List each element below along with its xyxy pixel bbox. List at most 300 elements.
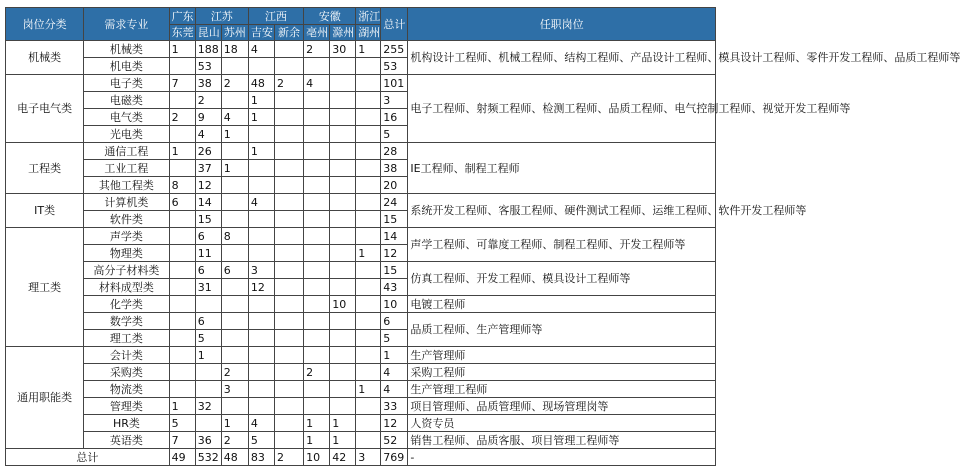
value-cell <box>274 279 303 296</box>
major-cell: 理工类 <box>84 330 169 347</box>
table-row <box>6 262 716 279</box>
table-row <box>6 41 716 58</box>
totals-value-cell: 3 <box>356 449 381 466</box>
totals-value-cell: 49 <box>169 449 195 466</box>
value-cell <box>330 177 356 194</box>
value-cell <box>356 279 381 296</box>
value-cell <box>304 245 330 262</box>
value-cell <box>169 262 195 279</box>
value-cell: 5 <box>169 415 195 432</box>
value-cell <box>274 160 303 177</box>
positions-cell: 仿真工程师、开发工程师、模具设计工程师等 <box>408 262 716 296</box>
value-cell <box>248 177 274 194</box>
value-cell: 2 <box>221 364 248 381</box>
totals-value-cell: 42 <box>330 449 356 466</box>
major-cell: 软件类 <box>84 211 169 228</box>
value-cell <box>248 330 274 347</box>
value-cell: 7 <box>169 432 195 449</box>
value-cell <box>274 177 303 194</box>
value-cell: 1 <box>221 415 248 432</box>
value-cell: 6 <box>221 262 248 279</box>
table-row <box>6 194 716 211</box>
value-cell: 4 <box>248 41 274 58</box>
value-cell <box>330 92 356 109</box>
value-cell <box>330 313 356 330</box>
value-cell <box>274 109 303 126</box>
value-cell <box>221 143 248 160</box>
table-row <box>6 398 716 415</box>
value-cell <box>274 415 303 432</box>
value-cell <box>274 211 303 228</box>
value-cell <box>356 398 381 415</box>
value-cell <box>330 211 356 228</box>
totals-value-cell: 10 <box>304 449 330 466</box>
value-cell <box>356 75 381 92</box>
value-cell: 14 <box>195 194 221 211</box>
value-cell <box>274 313 303 330</box>
row-total-cell: 14 <box>381 228 408 245</box>
positions-cell: 品质工程师、生产管理师等 <box>408 313 716 347</box>
row-total-cell: 53 <box>381 58 408 75</box>
positions-cell: 人资专员 <box>408 415 716 432</box>
value-cell <box>248 364 274 381</box>
value-cell <box>330 58 356 75</box>
value-cell: 32 <box>195 398 221 415</box>
value-cell <box>356 432 381 449</box>
major-cell: 机械类 <box>84 41 169 58</box>
value-cell <box>304 177 330 194</box>
totals-value-cell: 83 <box>248 449 274 466</box>
value-cell <box>195 415 221 432</box>
value-cell: 26 <box>195 143 221 160</box>
value-cell <box>356 347 381 364</box>
row-total-cell: 24 <box>381 194 408 211</box>
header-province-zhejiang: 浙江 <box>356 8 381 25</box>
value-cell <box>248 228 274 245</box>
major-cell: 英语类 <box>84 432 169 449</box>
value-cell: 1 <box>330 415 356 432</box>
value-cell <box>221 296 248 313</box>
value-cell: 1 <box>221 160 248 177</box>
value-cell: 9 <box>195 109 221 126</box>
value-cell <box>248 296 274 313</box>
value-cell <box>304 58 330 75</box>
value-cell <box>169 364 195 381</box>
row-total-cell: 1 <box>381 347 408 364</box>
row-total-cell: 52 <box>381 432 408 449</box>
value-cell: 1 <box>195 347 221 364</box>
major-cell: 物流类 <box>84 381 169 398</box>
value-cell <box>274 58 303 75</box>
major-cell: 高分子材料类 <box>84 262 169 279</box>
value-cell <box>169 245 195 262</box>
header-province-guangdong: 广东 <box>169 8 195 25</box>
value-cell <box>248 58 274 75</box>
row-total-cell: 4 <box>381 381 408 398</box>
category-cell: 理工类 <box>6 228 84 347</box>
value-cell <box>304 194 330 211</box>
row-total-cell: 28 <box>381 143 408 160</box>
value-cell <box>304 211 330 228</box>
value-cell <box>248 160 274 177</box>
totals-row <box>6 449 716 466</box>
positions-cell: 生产管理师 <box>408 347 716 364</box>
value-cell <box>356 160 381 177</box>
table-row <box>6 75 716 92</box>
header-city-xinyu: 新余 <box>274 25 303 41</box>
value-cell: 4 <box>221 109 248 126</box>
value-cell <box>330 330 356 347</box>
value-cell: 48 <box>248 75 274 92</box>
value-cell <box>304 262 330 279</box>
value-cell <box>195 381 221 398</box>
row-total-cell: 12 <box>381 245 408 262</box>
positions-cell: 声学工程师、可靠度工程师、制程工程师、开发工程师等 <box>408 228 716 262</box>
header-category: 岗位分类 <box>6 8 84 41</box>
value-cell: 15 <box>195 211 221 228</box>
value-cell: 36 <box>195 432 221 449</box>
value-cell: 1 <box>221 126 248 143</box>
value-cell: 2 <box>274 75 303 92</box>
major-cell: 物理类 <box>84 245 169 262</box>
value-cell <box>356 415 381 432</box>
major-cell: 通信工程 <box>84 143 169 160</box>
value-cell <box>330 194 356 211</box>
value-cell <box>356 228 381 245</box>
value-cell <box>304 160 330 177</box>
major-cell: 机电类 <box>84 58 169 75</box>
value-cell <box>169 347 195 364</box>
value-cell <box>274 41 303 58</box>
row-total-cell: 101 <box>381 75 408 92</box>
value-cell <box>221 211 248 228</box>
table-row <box>6 296 716 313</box>
value-cell <box>221 398 248 415</box>
value-cell <box>248 398 274 415</box>
value-cell: 11 <box>195 245 221 262</box>
value-cell <box>330 279 356 296</box>
value-cell <box>274 143 303 160</box>
table-row <box>6 347 716 364</box>
value-cell <box>330 160 356 177</box>
totals-positions-cell: - <box>408 449 716 466</box>
value-cell: 1 <box>169 398 195 415</box>
value-cell <box>356 143 381 160</box>
category-cell: 工程类 <box>6 143 84 194</box>
totals-value-cell: 532 <box>195 449 221 466</box>
value-cell: 5 <box>195 330 221 347</box>
row-total-cell: 5 <box>381 126 408 143</box>
value-cell <box>330 262 356 279</box>
table-row <box>6 313 716 330</box>
value-cell: 4 <box>248 194 274 211</box>
value-cell <box>169 58 195 75</box>
category-cell: 电子电气类 <box>6 75 84 143</box>
value-cell: 1 <box>169 143 195 160</box>
value-cell <box>248 381 274 398</box>
row-total-cell: 5 <box>381 330 408 347</box>
positions-cell: 电子工程师、射频工程师、检测工程师、品质工程师、电气控制工程师、视觉开发工程师等 <box>408 75 716 143</box>
value-cell <box>330 245 356 262</box>
header-city-chuzhou: 滁州 <box>330 25 356 41</box>
major-cell: 管理类 <box>84 398 169 415</box>
table-row <box>6 432 716 449</box>
value-cell <box>356 330 381 347</box>
header-major: 需求专业 <box>84 8 169 41</box>
value-cell <box>356 58 381 75</box>
value-cell: 1 <box>248 143 274 160</box>
header-city-kunshan: 昆山 <box>195 25 221 41</box>
value-cell <box>195 364 221 381</box>
value-cell: 4 <box>195 126 221 143</box>
value-cell: 18 <box>221 41 248 58</box>
value-cell <box>356 211 381 228</box>
value-cell: 4 <box>304 75 330 92</box>
value-cell: 188 <box>195 41 221 58</box>
value-cell <box>356 313 381 330</box>
value-cell <box>356 364 381 381</box>
table-body <box>6 41 960 466</box>
row-total-cell: 16 <box>381 109 408 126</box>
value-cell: 2 <box>304 364 330 381</box>
value-cell <box>274 347 303 364</box>
value-cell <box>356 296 381 313</box>
value-cell: 4 <box>248 415 274 432</box>
value-cell <box>304 109 330 126</box>
value-cell <box>248 126 274 143</box>
value-cell: 2 <box>304 41 330 58</box>
value-cell: 2 <box>221 432 248 449</box>
header-city-suzhou: 苏州 <box>221 25 248 41</box>
value-cell: 1 <box>356 41 381 58</box>
value-cell <box>330 228 356 245</box>
value-cell <box>248 347 274 364</box>
value-cell <box>274 381 303 398</box>
row-total-cell: 4 <box>381 364 408 381</box>
value-cell: 6 <box>169 194 195 211</box>
value-cell: 38 <box>195 75 221 92</box>
positions-cell: 电镀工程师 <box>408 296 716 313</box>
header-positions: 任职岗位 <box>408 8 716 41</box>
value-cell: 1 <box>304 415 330 432</box>
major-cell: 电磁类 <box>84 92 169 109</box>
value-cell <box>356 262 381 279</box>
value-cell <box>274 296 303 313</box>
value-cell <box>169 211 195 228</box>
value-cell: 30 <box>330 41 356 58</box>
value-cell: 3 <box>248 262 274 279</box>
value-cell <box>304 143 330 160</box>
value-cell <box>356 126 381 143</box>
value-cell <box>221 330 248 347</box>
value-cell <box>304 398 330 415</box>
value-cell: 12 <box>248 279 274 296</box>
value-cell: 53 <box>195 58 221 75</box>
major-cell: 工业工程 <box>84 160 169 177</box>
table-row <box>6 228 716 245</box>
row-total-cell: 43 <box>381 279 408 296</box>
positions-cell: IE工程师、制程工程师 <box>408 143 716 194</box>
row-total-cell: 15 <box>381 211 408 228</box>
value-cell <box>356 92 381 109</box>
value-cell <box>330 126 356 143</box>
value-cell <box>195 296 221 313</box>
positions-cell: 生产管理工程师 <box>408 381 716 398</box>
value-cell <box>330 398 356 415</box>
value-cell <box>169 92 195 109</box>
value-cell <box>221 279 248 296</box>
value-cell <box>274 398 303 415</box>
header-city-bozhou: 亳州 <box>304 25 330 41</box>
value-cell: 10 <box>330 296 356 313</box>
value-cell <box>356 109 381 126</box>
value-cell <box>330 143 356 160</box>
value-cell: 2 <box>195 92 221 109</box>
row-total-cell: 255 <box>381 41 408 58</box>
major-cell: 光电类 <box>84 126 169 143</box>
value-cell <box>304 126 330 143</box>
value-cell <box>248 211 274 228</box>
row-total-cell: 10 <box>381 296 408 313</box>
value-cell <box>274 432 303 449</box>
value-cell: 1 <box>356 381 381 398</box>
value-cell <box>304 228 330 245</box>
positions-cell: 机构设计工程师、机械工程师、结构工程师、产品设计工程师、模具设计工程师、零件开发工程师、品质工程师等 <box>408 41 716 75</box>
header-city-huzhou: 湖州 <box>356 25 381 41</box>
header-city-dongguan: 东莞 <box>169 25 195 41</box>
value-cell <box>330 75 356 92</box>
value-cell: 6 <box>195 228 221 245</box>
value-cell <box>169 160 195 177</box>
value-cell <box>304 330 330 347</box>
value-cell <box>274 262 303 279</box>
value-cell: 37 <box>195 160 221 177</box>
header-total: 总计 <box>381 8 408 41</box>
value-cell <box>330 109 356 126</box>
value-cell <box>221 347 248 364</box>
category-cell: IT类 <box>6 194 84 228</box>
header-province-anhui: 安徽 <box>304 8 356 25</box>
row-total-cell: 15 <box>381 262 408 279</box>
value-cell <box>274 330 303 347</box>
value-cell: 3 <box>221 381 248 398</box>
row-total-cell: 3 <box>381 92 408 109</box>
value-cell: 31 <box>195 279 221 296</box>
value-cell <box>356 194 381 211</box>
row-total-cell: 38 <box>381 160 408 177</box>
value-cell <box>304 296 330 313</box>
value-cell <box>356 177 381 194</box>
major-cell: 声学类 <box>84 228 169 245</box>
totals-label: 总计 <box>6 449 170 466</box>
value-cell: 1 <box>248 92 274 109</box>
value-cell <box>330 364 356 381</box>
major-cell: 材料成型类 <box>84 279 169 296</box>
value-cell <box>248 313 274 330</box>
table-row <box>6 381 716 398</box>
value-cell <box>169 381 195 398</box>
value-cell <box>221 58 248 75</box>
value-cell <box>274 228 303 245</box>
major-cell: 数学类 <box>84 313 169 330</box>
value-cell: 12 <box>195 177 221 194</box>
table-row <box>6 143 716 160</box>
positions-cell: 系统开发工程师、客服工程师、硬件测试工程师、运维工程师、软件开发工程师等 <box>408 194 716 228</box>
category-cell: 通用职能类 <box>6 347 84 449</box>
value-cell <box>274 126 303 143</box>
value-cell <box>304 313 330 330</box>
table-row <box>6 415 716 432</box>
value-cell: 2 <box>169 109 195 126</box>
category-cell: 机械类 <box>6 41 84 75</box>
value-cell <box>274 245 303 262</box>
value-cell <box>330 381 356 398</box>
row-total-cell: 33 <box>381 398 408 415</box>
major-cell: HR类 <box>84 415 169 432</box>
value-cell <box>221 245 248 262</box>
value-cell <box>221 194 248 211</box>
value-cell <box>304 92 330 109</box>
header-province-jiangxi: 江西 <box>248 8 303 25</box>
row-total-cell: 6 <box>381 313 408 330</box>
value-cell: 7 <box>169 75 195 92</box>
value-cell: 6 <box>195 313 221 330</box>
value-cell <box>248 245 274 262</box>
positions-cell: 销售工程师、品质客服、项目管理工程师等 <box>408 432 716 449</box>
major-cell: 其他工程类 <box>84 177 169 194</box>
value-cell: 5 <box>248 432 274 449</box>
value-cell: 1 <box>304 432 330 449</box>
value-cell <box>274 92 303 109</box>
value-cell <box>274 364 303 381</box>
table-row <box>6 364 716 381</box>
value-cell: 6 <box>195 262 221 279</box>
value-cell <box>274 194 303 211</box>
value-cell <box>169 228 195 245</box>
value-cell <box>169 296 195 313</box>
row-total-cell: 20 <box>381 177 408 194</box>
row-total-cell: 12 <box>381 415 408 432</box>
value-cell: 8 <box>221 228 248 245</box>
grand-total-cell: 769 <box>381 449 408 466</box>
value-cell <box>304 279 330 296</box>
value-cell <box>304 347 330 364</box>
value-cell: 2 <box>221 75 248 92</box>
value-cell <box>169 330 195 347</box>
major-cell: 会计类 <box>84 347 169 364</box>
value-cell: 1 <box>248 109 274 126</box>
totals-value-cell: 2 <box>274 449 303 466</box>
value-cell: 1 <box>356 245 381 262</box>
value-cell: 8 <box>169 177 195 194</box>
recruitment-table <box>5 7 960 466</box>
value-cell <box>169 279 195 296</box>
header-province-jiangsu: 江苏 <box>195 8 248 25</box>
major-cell: 化学类 <box>84 296 169 313</box>
value-cell: 1 <box>330 432 356 449</box>
major-cell: 电气类 <box>84 109 169 126</box>
major-cell: 电子类 <box>84 75 169 92</box>
value-cell <box>221 92 248 109</box>
value-cell <box>304 381 330 398</box>
value-cell: 1 <box>169 41 195 58</box>
value-cell <box>221 177 248 194</box>
value-cell <box>221 313 248 330</box>
value-cell <box>169 126 195 143</box>
positions-cell: 项目管理师、品质管理师、现场管理岗等 <box>408 398 716 415</box>
value-cell <box>169 313 195 330</box>
major-cell: 采购类 <box>84 364 169 381</box>
